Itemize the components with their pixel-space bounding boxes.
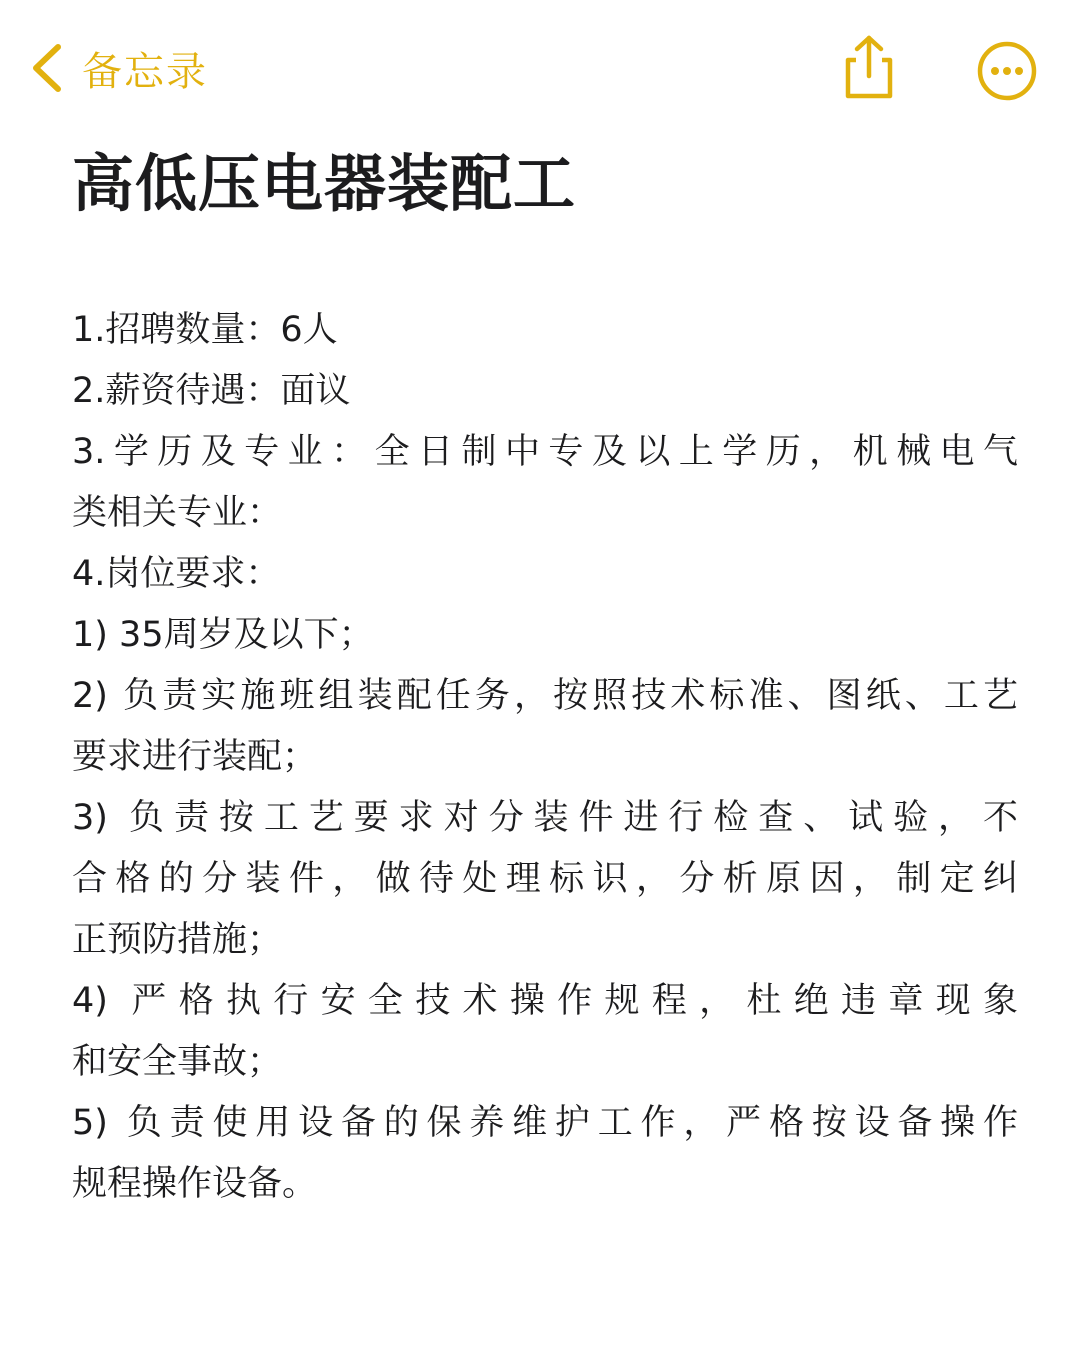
note-body[interactable] xyxy=(72,300,1018,1215)
note-line: 5) 负责使用设备的保养维护工作，严格按设备操作 xyxy=(72,1103,1018,1143)
note-line: 3.学历及专业：全日制中专及以上学历，机械电气 xyxy=(72,432,1018,472)
note-line: 正预防措施； xyxy=(72,920,283,960)
more-button[interactable] xyxy=(976,40,1038,102)
note-line: 4) 严格执行安全技术操作规程，杜绝违章现象 xyxy=(72,981,1018,1021)
note-line: 和安全事故； xyxy=(72,1042,283,1082)
note-line: 规程操作设备。 xyxy=(72,1164,318,1204)
back-button[interactable] xyxy=(30,36,208,100)
note-title: 高低压电器装配工 xyxy=(72,147,577,220)
navigation-bar xyxy=(0,0,1080,130)
note-line: 2) 负责实施班组装配任务，按照技术标准、图纸、工艺 xyxy=(72,676,1018,716)
note-line: 类相关专业： xyxy=(72,493,283,533)
note-line: 要求进行装配； xyxy=(72,737,318,777)
share-icon xyxy=(838,34,900,100)
note-line: 3) 负责按工艺要求对分装件进行检查、试验，不 xyxy=(72,798,1018,838)
share-button[interactable] xyxy=(838,34,900,100)
note-line: 2.薪资待遇：面议 xyxy=(72,371,351,411)
chevron-left-icon xyxy=(30,43,64,93)
note-line: 4.岗位要求： xyxy=(72,554,281,594)
note-line: 1) 35周岁及以下； xyxy=(72,615,374,655)
back-label: 备忘录 xyxy=(82,48,208,95)
note-line: 合格的分装件，做待处理标识，分析原因，制定纠 xyxy=(72,859,1018,899)
more-icon xyxy=(976,40,1038,102)
note-line: 1.招聘数量：6人 xyxy=(72,310,338,350)
